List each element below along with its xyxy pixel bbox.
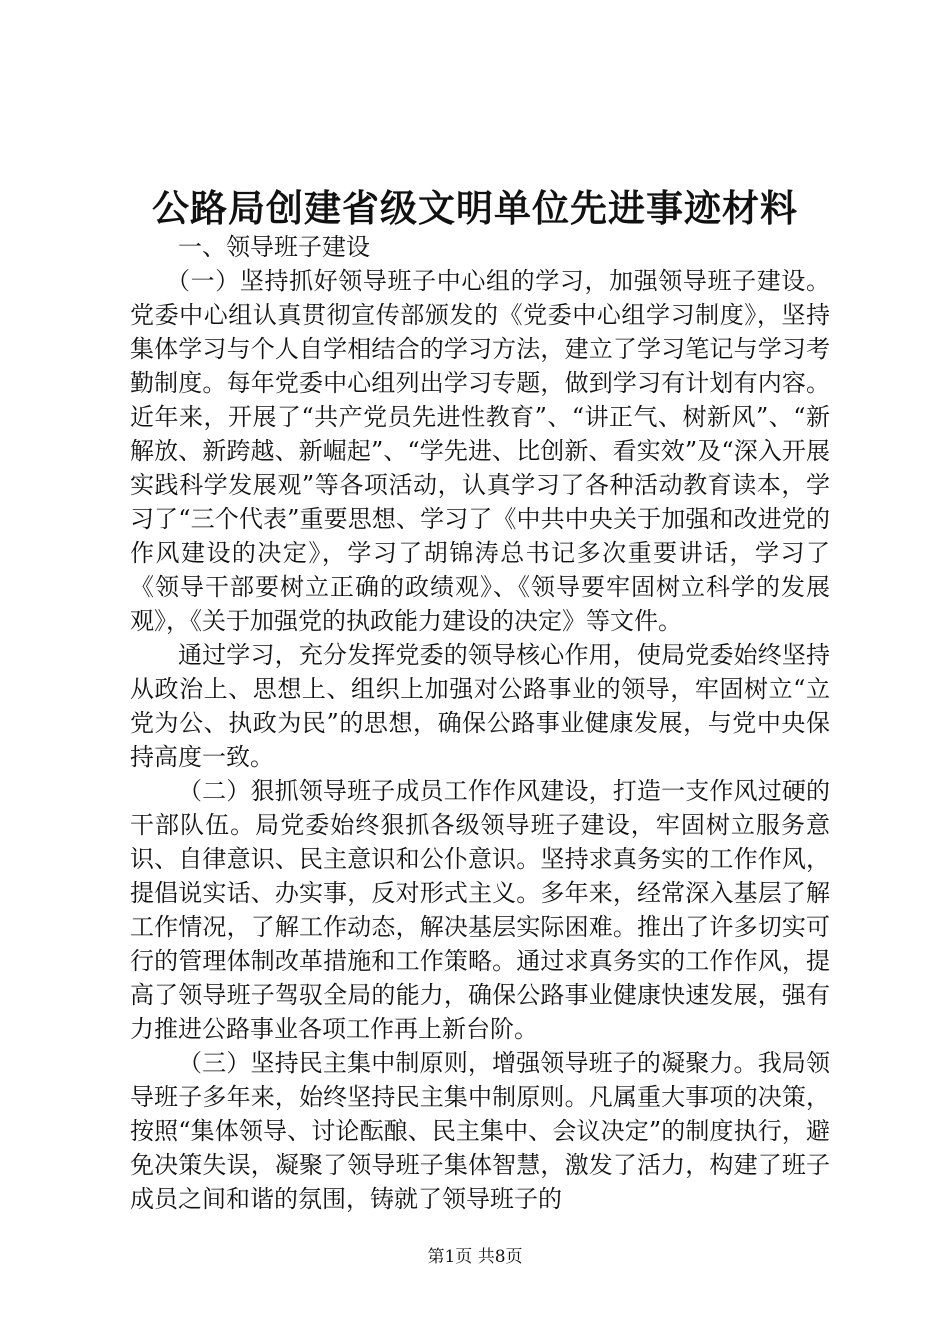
document-title: 公路局创建省级文明单位先进事迹材料 — [152, 186, 798, 230]
paragraph-1: （一）坚持抓好领导班子中心组的学习，加强领导班子建设。党委中心组认真贯彻宣传部颁发的《党委中心组学习制度》，坚持集体学习与个人自学相结合的学习方法，建立了学习笔记与学习考勤制度。每年党委中心组列出学习专题，做到学习有计划有内容。近年来，开展了“共产党员先进性教育”、“讲正气、树新风”、“新解放、新跨越、新崛起”、“学先进、比创新、看实效”及“深入开展实践科学发展观”等各项活动，认真学习了各种活动教育读本，学习了“三个代表”重要思想、学习了《中共中央关于加强和改进党的作风建设的决定》，学习了胡锦涛总书记多次重要讲话，学习了《领导干部要树立正确的政绩观》、《领导要牢固树立科学的发展观》，《关于加强党的执政能力建设的决定》等文件。 — [130, 267, 830, 635]
section-heading: 一、领导班子建设 — [178, 233, 370, 261]
document-body — [130, 230, 830, 1216]
paragraph-3: （二）狠抓领导班子成员工作作风建设，打造一支作风过硬的干部队伍。局党委始终狠抓各级领导班子建设，牢固树立服务意识、自律意识、民主意识和公仆意识。坚持求真务实的工作作风，提倡说实话、办实事，反对形式主义。多年来，经常深入基层了解工作情况，了解工作动态，解决基层实际困难。推出了许多切实可行的管理体制改革措施和工作策略。通过求真务实的工作作风，提高了领导班子驾驭全局的能力，确保公路事业健康快速发展，强有力推进公路事业各项工作再上新台阶。 — [130, 777, 830, 1043]
paragraph-4: （三）坚持民主集中制原则，增强领导班子的凝聚力。我局领导班子多年来，始终坚持民主集中制原则。凡属重大事项的决策，按照“集体领导、讨论酝酿、民主集中、会议决定”的制度执行，避免决策失误，凝聚了领导班子集体智慧，激发了活力，构建了班子成员之间和谐的氛围，铸就了领导班子的 — [130, 1049, 830, 1213]
paragraph-2: 通过学习，充分发挥党委的领导核心作用，使局党委始终坚持从政治上、思想上、组织上加强对公路事业的领导，牢固树立“立党为公、执政为民”的思想，确保公路事业健康发展，与党中央保持高度一致。 — [130, 641, 830, 771]
page-footer: 第1页 共8页 — [427, 1247, 523, 1267]
